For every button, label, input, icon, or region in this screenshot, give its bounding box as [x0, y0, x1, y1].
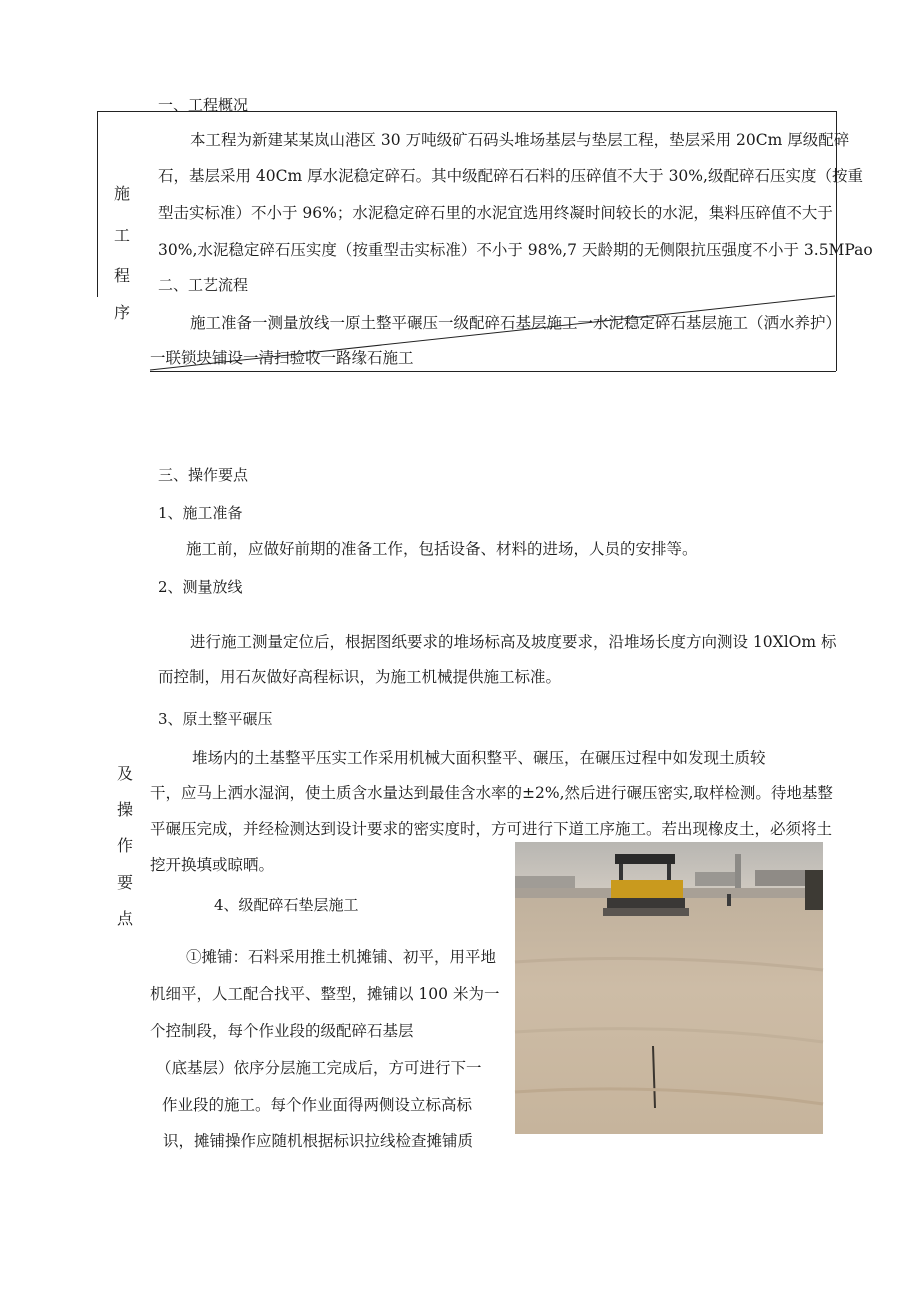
side-label-char: 要 — [116, 873, 133, 892]
item3-title: 3、原土整平碾压 — [158, 710, 273, 728]
side-label-char: 序 — [113, 303, 130, 322]
item4-title: 4、级配碎石垫层施工 — [214, 896, 359, 914]
section1-line: 石，基层采用 40Cm 厚水泥稳定碎石。其中级配碎石石料的压碎值不大于 30%,级配碎石压实度（按重 — [158, 167, 863, 185]
side-label-char: 作 — [116, 836, 133, 855]
construction-site-photo — [515, 842, 823, 1134]
item3-line: 平碾压完成，并经检测达到设计要求的密实度时，方可进行下道工序施工。若出现橡皮土，必须将土 — [150, 820, 833, 838]
section1-line: 本工程为新建某某岚山港区 30 万吨级矿石码头堆场基层与垫层工程，垫层采用 20Cm 厚级配碎 — [190, 131, 850, 149]
section2-line: 一联锁块铺设一清扫验收一路缘石施工 — [150, 349, 414, 367]
section1-line: 型击实标准）不小于 96%；水泥稳定碎石里的水泥宜选用终凝时间较长的水泥，集料压碎值不大于 — [158, 204, 833, 222]
section3-heading: 三、操作要点 — [158, 466, 249, 484]
section2-line: 施工准备一测量放线一原土整平碾压一级配碎石基层施工一水泥稳定碎石基层施工（洒水养护） — [190, 314, 842, 332]
section1-heading: 一、工程概况 — [158, 96, 249, 114]
item3-line: 挖开换填或晾晒。 — [150, 856, 275, 874]
item3-line: 堆场内的土基整平压实工作采用机械大面积整平、碾压，在碾压过程中如发现土质较 — [192, 749, 766, 767]
side-label-char: 施 — [113, 184, 130, 203]
item2-line: 进行施工测量定位后，根据图纸要求的堆场标高及坡度要求，沿堆场长度方向测设 10XlOm 标 — [190, 633, 837, 651]
item4-line: （底基层）依序分层施工完成后，方可进行下一 — [156, 1059, 482, 1077]
item4-line: 识，摊铺操作应随机根据标识拉线检查摊铺质 — [163, 1132, 474, 1150]
item2-line: 而控制，用石灰做好高程标识，为施工机械提供施工标准。 — [158, 668, 562, 686]
item4-line: 个控制段，每个作业段的级配碎石基层 — [150, 1022, 414, 1040]
item4-line: 机细平，人工配合找平、整型，摊铺以 100 米为一 — [150, 985, 500, 1003]
item3-line: 干，应马上洒水湿润，使土质含水量达到最佳含水率的±2%,然后进行碾压密实,取样检测。待地基整 — [150, 784, 833, 802]
item1-text: 施工前，应做好前期的准备工作，包括设备、材料的进场，人员的安排等。 — [186, 540, 698, 558]
side-label-char: 工 — [113, 226, 130, 245]
section1-line: 30%,水泥稳定碎石压实度（按重型击实标准）不小于 98%,7 天龄期的无侧限抗压强度不小于 3.5MPao — [158, 241, 873, 259]
section2-heading: 二、工艺流程 — [158, 276, 249, 294]
side-label-char: 点 — [116, 909, 133, 928]
side-label-char: 操 — [116, 800, 133, 819]
side-label-char: 程 — [113, 266, 130, 285]
side-label-char: 及 — [116, 764, 133, 783]
item2-title: 2、测量放线 — [158, 578, 243, 596]
item1-title: 1、施工准备 — [158, 504, 243, 522]
item4-line: ①摊铺：石料采用推土机摊铺、初平，用平地 — [186, 948, 497, 966]
item4-line: 作业段的施工。每个作业面得两侧设立标高标 — [162, 1096, 473, 1114]
